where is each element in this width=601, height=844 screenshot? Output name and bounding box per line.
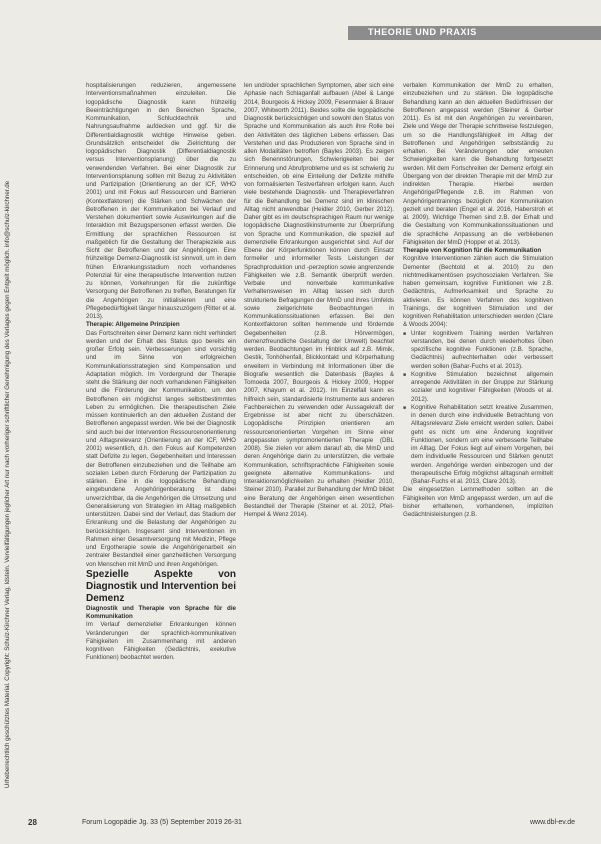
column3-paragraph-1: verbalen Kommunikation der MmD zu erhalten, einzubeziehen und zu stärken. Die logopädische Behandlung kann an den aktuellen Bedürfnissen der Betroffenen angepasst werden (Steiner & Gerber 2011). Es ist mit den Angehörigen zu vereinbaren, Ziele und Wege der Therapie schrittweise festzulegen, um so die Handlungsfähigkeit im Alltag der Betroffenen und Angehörigen selbstständig zu erhalten. Bei Veränderungen oder erneuten Schwierigkeiten kann die Behandlung fortgesetzt werden. Mit dem Fortschreiten der Demenz erfolgt ein Übergang von der direkten Therapie mit der MmD zur indirekten Therapie. Hierbei werden Angehörige/Pflegende z.B. im Rahmen von Angehörigentrainings bezüglich der Kommunikation gezielt und beraten (Engel et al. 2016, Haberstroh et al. 2009). Wichtige Themen sind z.B. der Erhalt und die Gestaltung von Kommunikationssituationen und die sprachliche Anpassung an die verbliebenen Fähigkeiten der MmD (Hopper et al. 2013). (403, 82, 553, 246)
cognitive-methods-list (403, 330, 553, 487)
subheading-cognition-therapy: Therapie von Kognition für die Kommunikation (403, 247, 542, 254)
subheading-therapy-principles: Therapie: Allgemeine Prinzipien (86, 321, 180, 329)
section-header-bar (348, 26, 601, 40)
column3-paragraph-2: Kognitive Interventionen zählen auch die Stimulation Dementer (Bechtold et al. 2010) zu den nichtmedikamentösen psychosozialen Verfahren. Sie haben gemeinsam, kognitive Funktionen wie z.B. Gedächtnis, Aufmerksamkeit und Sprache zu aktivieren. Es können Verfahren des kognitiven Trainings, der kognitiven Stimulation und der kognitiven Rehabilitation unterschieden werden (Clare & Woods 2004): (403, 255, 553, 329)
column3-paragraph-3: Die eingesetzten Lernmethoden sollten an die Fähigkeiten von MmD angepasst werden, um auf die bisher erhaltenen, vorhandenen, impliziten Gedächtnisleistungen (z.B. (403, 486, 553, 518)
page-footer (0, 818, 601, 830)
column1-intro: hospitalisierungen reduzieren, angemessene Interventionsmaßnahmen einzuleiten. Die logopädische Diagnostik kann frühzeitig Beeinträchtigungen in den Bereichen Sprache, Kommunikation, Schlucktechnik und Nahrungsaufnahme aufdecken und ggf. für die Differentialdiagnostik wichtige Hinweise geben. Grundsätzlich entscheidet die Zielrichtung der logopädischen Diagnostik (Differentialdiagnostik versus Interventionsplanung) über die zu verwendenden Verfahren. Bei einer Diagnostik zur Interventionsplanung sollten mit Bezug zu Aktivitäten und Partizipation (Orientierung an der ICF, WHO 2001) und mit Fokus auf Ressourcen und Barrieren (Kontextfaktoren) die Stärken und Schwächen der Betroffenen in der Kommunikation bei Verlauf und Verstehen dokumentiert sowie Auswirkungen auf die Interaktion mit Bezugspersonen erfasst werden. Die Ermittlung der sprachlichen Ressourcen ist maßgeblich für die Gestaltung der Therapieziele aus Sicht der Betroffenen und der Angehörigen. Eine frühzeitige Demenz-Diagnostik ist sinnvoll, um in dem frühen Erkrankungsstadium noch vorhandenes Potenzial für eine therapeutische Intervention nutzen zu können, Vorkehrungen für die zukünftige Versorgung der Betroffenen zu treffen, Beratungen für die Angehörigen zu initialisieren und eine Pflegebedürftigkeit länger hinauszuzögern (Ritter et al. 2013). (86, 82, 236, 320)
journal-source: Forum Logopädie Jg. 33 (5) September 2019 26-31 (82, 819, 242, 826)
page-number: 28 (28, 818, 37, 827)
text-column-1 (86, 82, 236, 812)
list-item: ■ Unter kognitivem Training werden Verfahren verstanden, bei denen durch wiederholtes Üben spezifische kognitive Funktionen (z.B. Sprache, Gedächtnis) aufrechterhalten oder verbessert werden sollen (Bahar-Fuchs et al. 2013). (403, 330, 553, 371)
section-header-label: THEORIE UND PRAXIS (368, 27, 477, 37)
list-item: ■ Kognitive Rehabilitation setzt kreative Zusammen, in denen durch eine individuelle Betrachtung von Alltagsrelevanz Ziele erreicht werden sollen. Dabei geht es nicht um eine Änderung kognitiver Funktionen, sondern um eine verbesserte Teilhabe im Alltag. Der Fokus liegt auf einem Vorgehen, bei dem individuelle Ressourcen und Stärken genutzt werden. Angehörige werden einbezogen und der therapeutische Erfolg möglichst alltagsnah ermittelt (Bahar-Fuchs et al. 2013, Clare 2013). (403, 404, 553, 487)
copyright-text: Urheberrechtlich geschütztes Material. Copyright: Schulz-Kirchner Verlag, Idstein. Vervielfältigungen jeglicher Art nur nach vorheriger schriftlicher Genehmigung des Verlages gegen Entgelt möglich. info@schulz-kirchner.de (4, 180, 11, 788)
text-column-2 (244, 82, 394, 812)
list-item: ■ Kognitive Stimulation bezeichnet allgemein anregende Aktivitäten in der Gruppe zur Stärkung sozialer und kognitiver Fähigkeiten (Woods et al. 2012). (403, 371, 553, 404)
column1-paragraph-1: Das Fortschreiten einer Demenz kann nicht verhindert werden und der Erhalt des Status quo bereits ein großer Erfolg sein. Verbesserungen sind vorsichtig und im Sinne von erfolgreichen Kommunikationsstrategien sind Kompensation und Adaptation möglich. Im Vordergrund der Therapie steht die Stärkung der noch vorhandenen Fähigkeiten und die Förderung der Kommunikation, um den Betroffenen ein möglichst langes selbstbestimmtes Leben zu ermöglichen. Die therapeutischen Ziele müssen kontinuierlich an den aktuellen Zustand der Betroffenen angepasst werden. Wie bei der Diagnostik sind auch bei der Intervention Ressourcenorientierung und Alltagsrelevanz (Orientierung an der ICF, WHO 2001) wesentlich, d.h. den Fokus auf Kompetenzen statt Defizite zu legen, Gegebenheiten und Interessen der Betroffenen einzubeziehen und die Teilhabe am sozialen Leben durch Förderung der Partizipation zu stärken. Eine in die logopädische Behandlung eingebundene Angehörigenberatung ist dabei unverzichtbar, da die Angehörigen die Umsetzung und Generalisierung von Strategien im Alltag maßgeblich unterstützen. Dabei sind der Verlauf, das Stadium der Erkrankung und die Belastung der Angehörigen zu berücksichtigen. Insgesamt sind Interventionen im Rahmen einer Gesamtversorgung mit Medizin, Pflege und Ergotherapie sowie die Angehörigenarbeit ein zentraler Bestandteil einer ganzheitlichen Versorgung von Menschen mit MmD und ihren Angehörigen. (86, 329, 236, 568)
copyright-side-notice (0, 0, 26, 844)
publisher-url[interactable]: www.dbl-ev.de (530, 819, 576, 826)
column1-paragraph-2: Im Verlauf demenzieller Erkrankungen können Veränderungen der sprachlich-kommunikativen Fähigkeiten im Zusammenhang mit anderen kognitiven Fähigkeiten (Gedächtnis, exekutive Funktionen) beobachtet werden. (86, 621, 236, 662)
subheading-language-therapy: Diagnostik und Therapie von Sprache für die Kommunikation (86, 604, 236, 620)
column2-paragraph-1: len und/oder sprachlichen Symptomen, aber sich eine Aphasie nach Schlaganfall aufbauen (Abel & Lange 2014, Bourgeois & Hickey 2009, Fesenmaier & Brauer 2007, Whitworth 2011). Beides sollte die logopädische Diagnostik berücksichtigen und sowohl den Status von Sprache und Kommunikation als auch ihre Rolle bei den Aktivitäten des täglichen Lebens erfassen. Das Verstehen und das Produzieren von Sprache sind in allen Modalitäten betroffen (Bayles 2003). Es zeigen sich Benennstörungen, Schwierigkeiten bei der Erinnerung und Abrufprobleme und es ist schwierig zu entscheiden, ob eine Einteilung der Defizite mithilfe von formalisierten Testverfahren erfolgen kann. Auch viele bestehende Diagnostik- und Therapieverfahren für die Behandlung bei Demenz sind im klinischen Alltag nicht anwendbar (Heidler 2010, Gerber 2012). Daher gibt es im deutschsprachigen Raum nur wenige logopädische Diagnostikinstrumente zur Überprüfung von Sprache und Kommunikation, die speziell auf demenzielle Erkrankungen ausgerichtet sind. Auf der Ebene der Körperfunktionen können durch Einsatz formeller und informeller Tests Leistungen der Sprachproduktion und -perzeption sowie angrenzende Fähigkeiten wie z.B. Semantik überprüft werden. Verbale und nonverbale kommunikative Verhaltensweisen im Alltag lassen sich durch strukturierte Befragungen der MmD und ihres Umfelds sowie zielgerichtete Beobachtungen in Kommunikationssituationen erfassen. Bei den Kontextfaktoren sollten hemmende und fördernde Gegebenheiten (z.B. Hörvermögen, demenzfreundliche Gestaltung der Umwelt) beachtet werden. Beobachtungen im Hinblick auf z.B. Mimik, Gestik, Tonhöhenfall, Blickkontakt und Körperhaltung erweitern in Verbindung mit Informationen über die Biografie wesentlich die Datenbasis (Bayles & Tomoeda 2007, Bourgeois & Hickey 2009, Hopper 2007, Khayum et al. 2012). Im Einzelfall kann es hilfreich sein, standardisierte Instrumente aus anderen Fachbereichen zu verwenden oder Aussagekraft der Ergebnisse ist aber nicht zu überschätzen. Logopädische Prinzipien orientieren am ressourcenorientierten Vorgehen im Sinne einer angepassten symptomorientierten Therapie (DBL 2008). Sie zielen vor allem darauf ab, die MmD und deren Angehörige darin zu unterstützen, die verbale Kommunikation, schriftsprachliche Fähigkeiten sowie geeignete alternative Kommunikations- und Interaktionsmöglichkeiten zu erhalten (Heidler 2010, Steiner 2010). Parallel zur Behandlung der MmD bildet eine Beratung der Angehörigen einen wesentlichen Bestandteil der Therapie (Steiner et al. 2012, Pfeil-Hempel & Wenz 2014). (244, 82, 394, 518)
section-heading-diagnostics: Spezielle Aspekte von Diagnostik und Intervention bei Demenz (86, 568, 236, 604)
text-column-3 (403, 82, 553, 812)
